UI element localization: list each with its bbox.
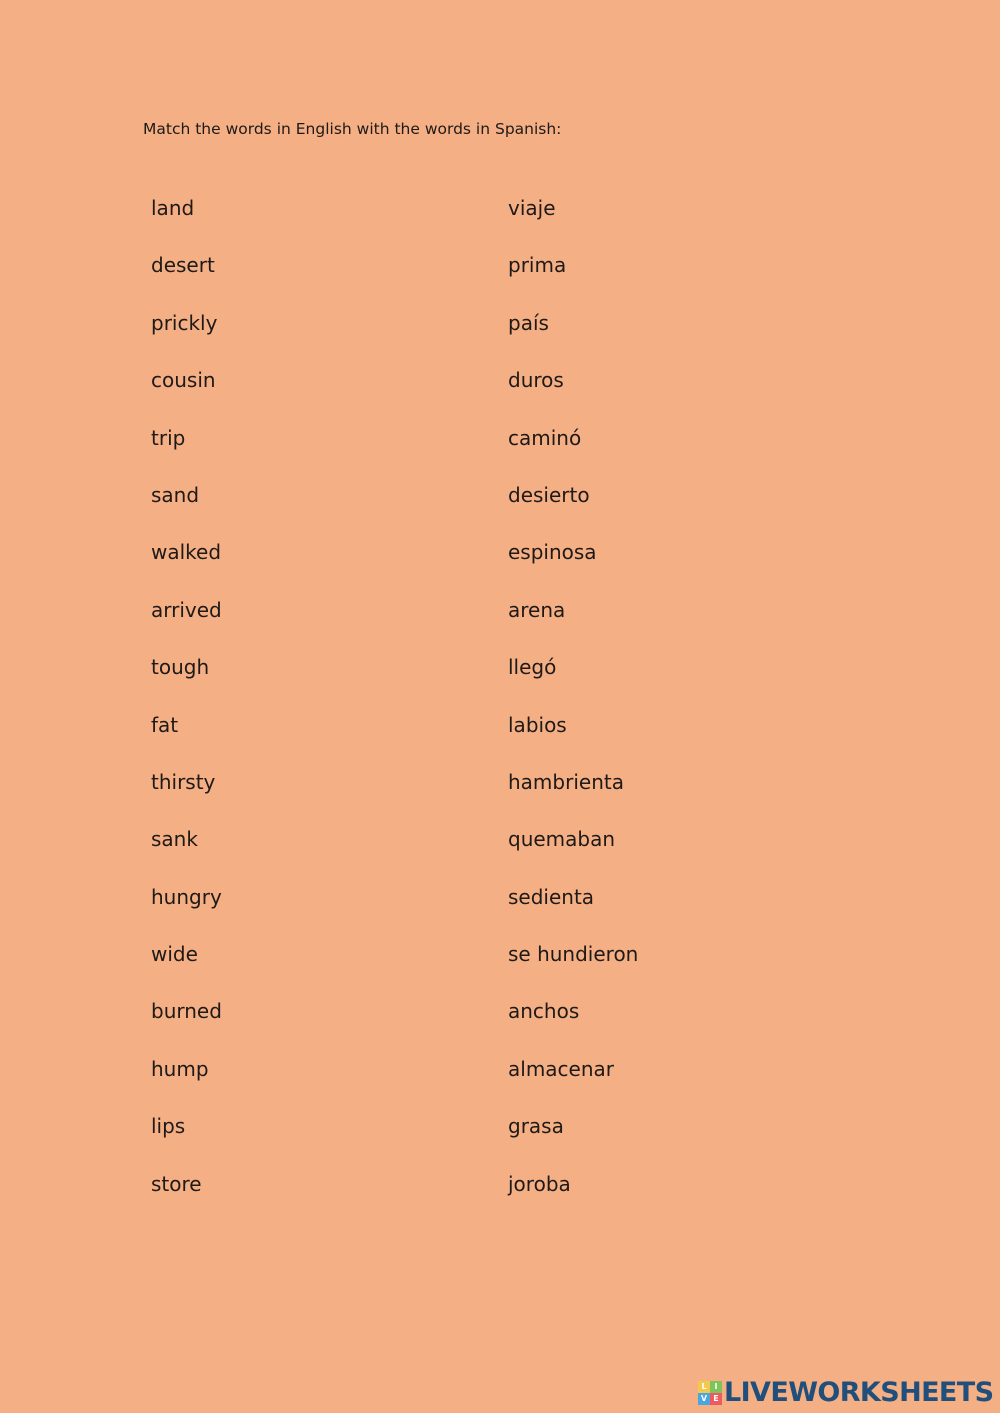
english-word-item: burned [151, 999, 222, 1024]
english-word-item: sand [151, 482, 200, 507]
worksheet-instruction: Match the words in English with the words in Spanish: [143, 120, 562, 138]
english-word-item: tough [151, 655, 210, 680]
english-word-list [151, 193, 222, 1226]
english-word-item: sank [151, 827, 198, 852]
english-word-item: hump [151, 1056, 209, 1081]
english-word-item: wide [151, 942, 198, 967]
english-word-item: thirsty [151, 769, 216, 794]
english-word-item: prickly [151, 310, 218, 335]
spanish-word-item: quemaban [508, 827, 616, 852]
spanish-word-item: llegó [508, 655, 557, 680]
english-word-item: land [151, 196, 195, 220]
english-word-item: walked [151, 540, 222, 565]
spanish-word-item: espinosa [508, 540, 597, 565]
english-word-item: arrived [151, 597, 222, 622]
spanish-word-item: joroba [508, 1171, 571, 1196]
english-word-item: desert [151, 253, 215, 278]
spanish-word-item: grasa [508, 1114, 564, 1139]
english-word-item: cousin [151, 368, 216, 393]
english-word-item: trip [151, 425, 186, 450]
liveworksheets-logo [698, 1378, 992, 1408]
liveworksheets-logo-icon [698, 1381, 722, 1405]
spanish-word-item: país [508, 310, 549, 335]
english-word-item: hungry [151, 884, 222, 909]
spanish-word-item: arena [508, 597, 566, 622]
spanish-word-item: se hundieron [508, 942, 639, 967]
english-word-item: lips [151, 1114, 186, 1139]
logo-letter-v: V [698, 1393, 710, 1405]
spanish-word-item: viaje [508, 196, 556, 220]
spanish-word-item: duros [508, 368, 564, 393]
logo-letter-l: L [698, 1381, 710, 1393]
spanish-word-item: caminó [508, 425, 582, 450]
english-word-item: store [151, 1171, 202, 1196]
spanish-word-list [508, 193, 638, 1226]
spanish-word-item: desierto [508, 482, 590, 507]
liveworksheets-wordmark: LIVEWORKSHEETS [724, 1377, 994, 1408]
english-word-item: fat [151, 712, 179, 737]
logo-letter-i: I [710, 1381, 722, 1393]
spanish-word-item: almacenar [508, 1056, 615, 1081]
spanish-word-item: anchos [508, 999, 580, 1024]
spanish-word-item: hambrienta [508, 769, 624, 794]
spanish-word-item: prima [508, 253, 567, 278]
spanish-word-item: sedienta [508, 884, 595, 909]
spanish-word-item: labios [508, 712, 567, 737]
logo-letter-e: E [710, 1393, 722, 1405]
